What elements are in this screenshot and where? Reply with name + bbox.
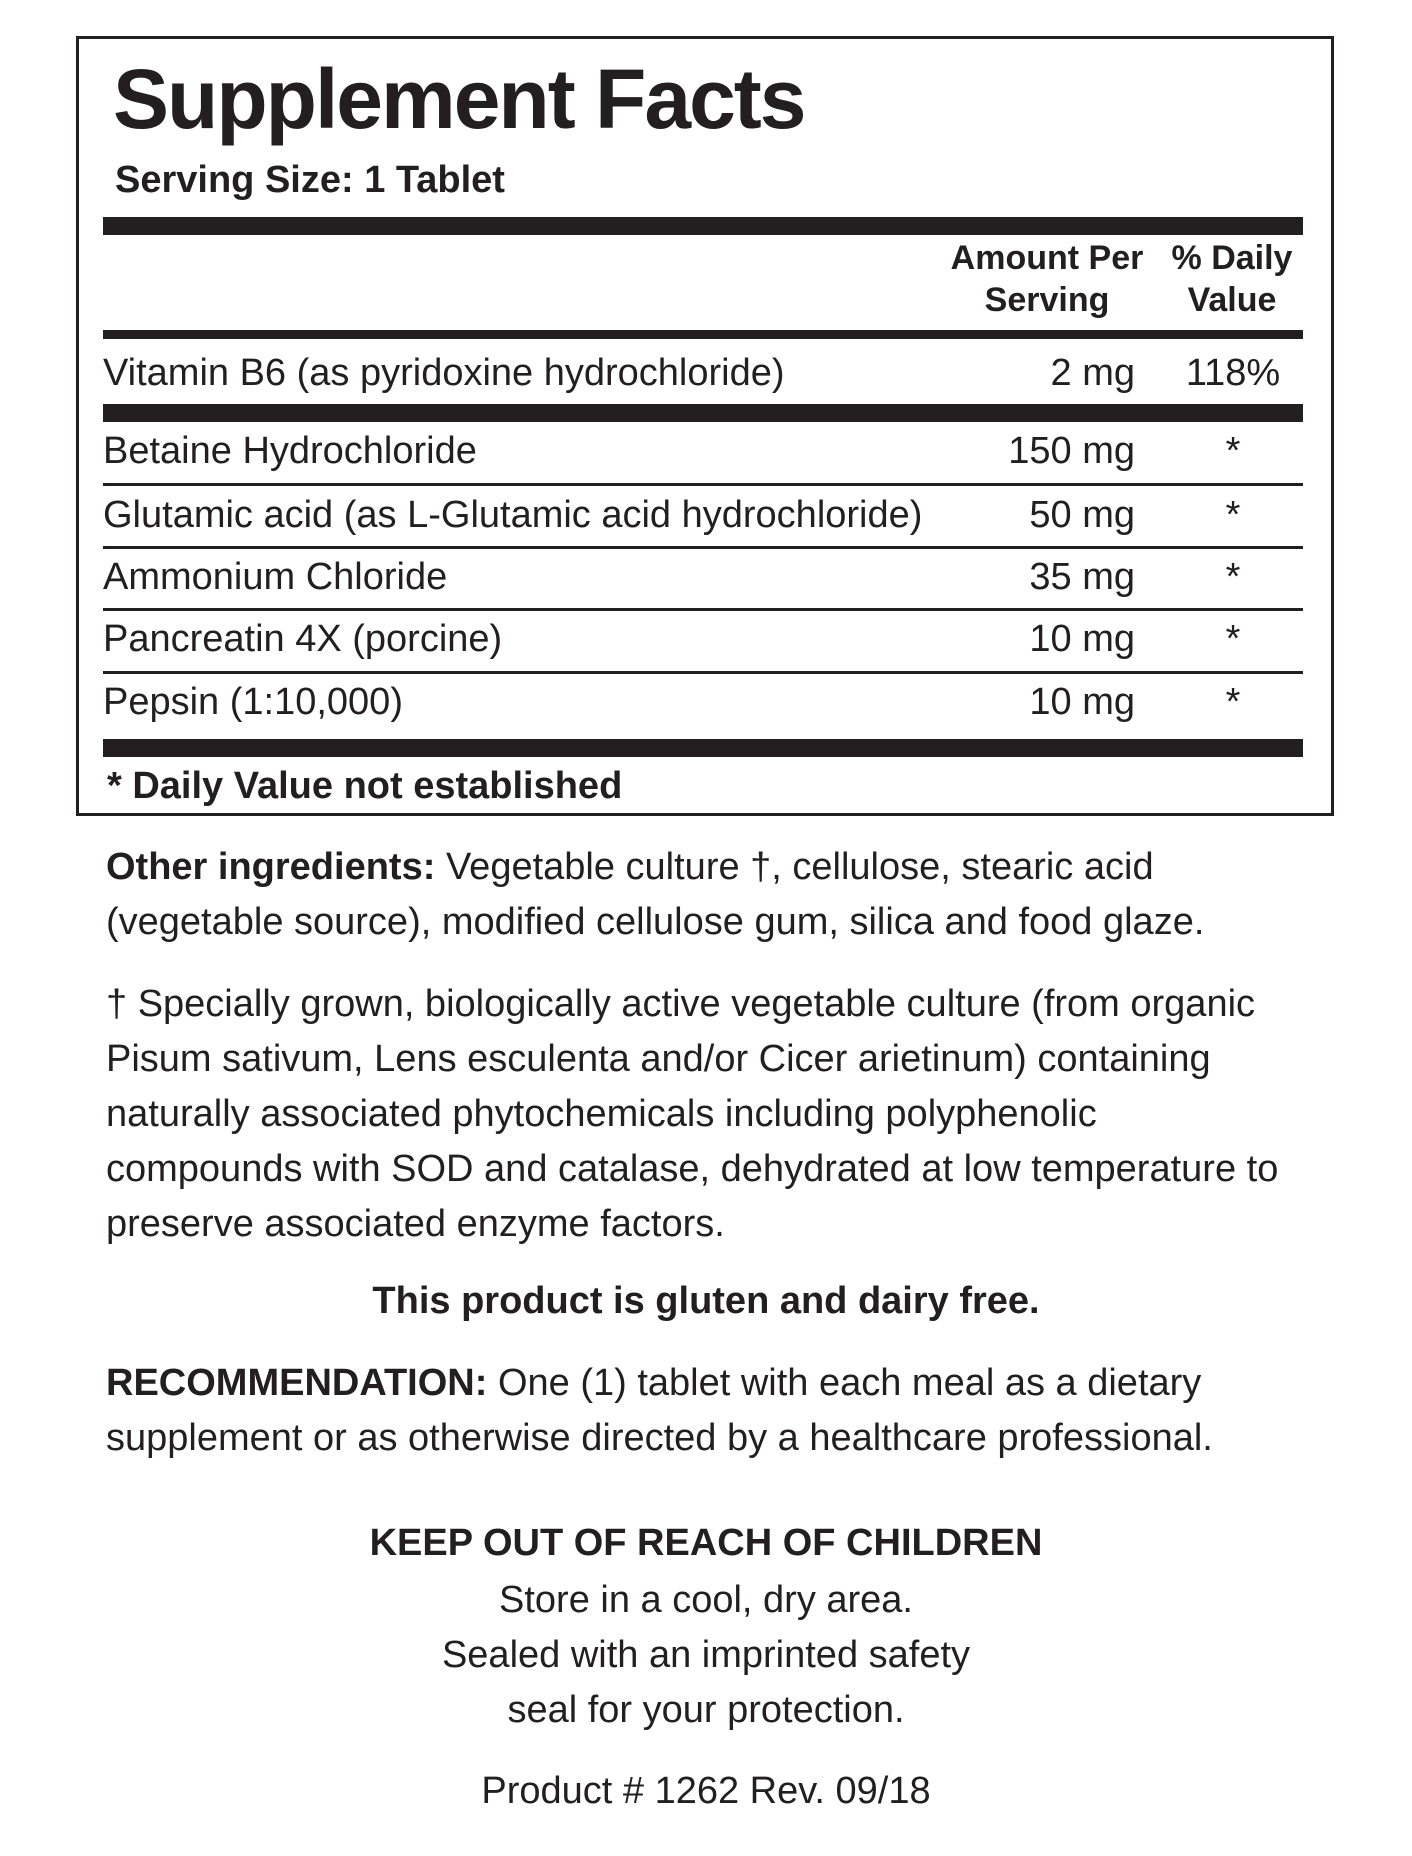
- nutrient-name: Vitamin B6 (as pyridoxine hydrochloride): [103, 352, 785, 394]
- nutrient-name: Ammonium Chloride: [103, 556, 448, 598]
- nutrient-amount: 10 mg: [1029, 681, 1135, 723]
- divider-thin: [103, 546, 1303, 549]
- facts-title: Supplement Facts: [113, 52, 805, 146]
- nutrient-row: [103, 551, 1303, 603]
- storage-instruction: Store in a cool, dry area.: [499, 1579, 913, 1621]
- nutrient-daily-value: *: [1225, 681, 1241, 723]
- recommendation-text: One (1) tablet with each meal as a dietary: [497, 1362, 1202, 1404]
- nutrient-row: [103, 613, 1303, 665]
- divider-thick: [103, 739, 1303, 757]
- daily-value-footnote: * Daily Value not established: [107, 765, 623, 807]
- nutrient-amount: 50 mg: [1029, 494, 1135, 536]
- nutrient-name: Glutamic acid (as L-Glutamic acid hydrochloride): [103, 494, 923, 536]
- divider-thin: [103, 608, 1303, 611]
- nutrient-daily-value: *: [1225, 430, 1241, 472]
- column-header-daily-value: % Daily Value: [1171, 239, 1293, 319]
- divider-thick: [103, 217, 1303, 235]
- allergen-statement: This product is gluten and dairy free.: [372, 1280, 1040, 1322]
- supplement-facts-panel: [76, 36, 1334, 816]
- safety-seal-note: seal for your protection.: [507, 1689, 905, 1731]
- recommendation-label: RECOMMENDATION:: [106, 1362, 488, 1404]
- recommendation-text: supplement or as otherwise directed by a healthcare professional.: [106, 1417, 1213, 1459]
- nutrient-row: [103, 347, 1303, 399]
- nutrient-daily-value: *: [1225, 556, 1241, 598]
- divider-medium: [103, 330, 1303, 339]
- nutrient-name: Pancreatin 4X (porcine): [103, 618, 503, 660]
- product-reference: Product # 1262 Rev. 09/18: [481, 1770, 931, 1812]
- other-ingredients-text: Vegetable culture †, cellulose, stearic acid: [445, 846, 1154, 888]
- nutrient-amount: 10 mg: [1029, 618, 1135, 660]
- nutrient-daily-value: *: [1225, 618, 1241, 660]
- column-header-amount: Amount Per Serving: [950, 239, 1144, 319]
- nutrient-row: [103, 676, 1303, 728]
- other-ingredients: [106, 840, 1326, 950]
- nutrient-amount: 150 mg: [1008, 430, 1135, 472]
- divider-thick: [103, 404, 1303, 422]
- nutrient-row: [103, 425, 1303, 477]
- nutrient-daily-value: 118%: [1185, 352, 1281, 394]
- nutrient-row: [103, 489, 1303, 541]
- nutrient-amount: 2 mg: [1050, 352, 1135, 394]
- other-ingredients-text: (vegetable source), modified cellulose gum, silica and food glaze.: [106, 901, 1205, 943]
- other-ingredients-label: Other ingredients:: [106, 846, 436, 888]
- warning-heading: KEEP OUT OF REACH OF CHILDREN: [369, 1522, 1043, 1564]
- recommendation: [106, 1356, 1326, 1466]
- divider-thin: [103, 483, 1303, 486]
- nutrient-daily-value: *: [1225, 494, 1241, 536]
- nutrient-amount: 35 mg: [1029, 556, 1135, 598]
- divider-thin: [103, 671, 1303, 674]
- serving-size: Serving Size: 1 Tablet: [115, 159, 505, 201]
- vegetable-culture-note: † Specially grown, biologically active vegetable culture (from organic Pisum sativum, Lens esculenta and/or Cicer arietinum) containing naturally associated phytochemicals including polyphenolic compounds with SOD and catalase, dehydrated at low temperature to preserve associated enzyme factors.: [106, 983, 1279, 1245]
- safety-seal-note: Sealed with an imprinted safety: [441, 1634, 971, 1676]
- nutrient-name: Pepsin (1:10,000): [103, 681, 403, 723]
- nutrient-name: Betaine Hydrochloride: [103, 430, 477, 472]
